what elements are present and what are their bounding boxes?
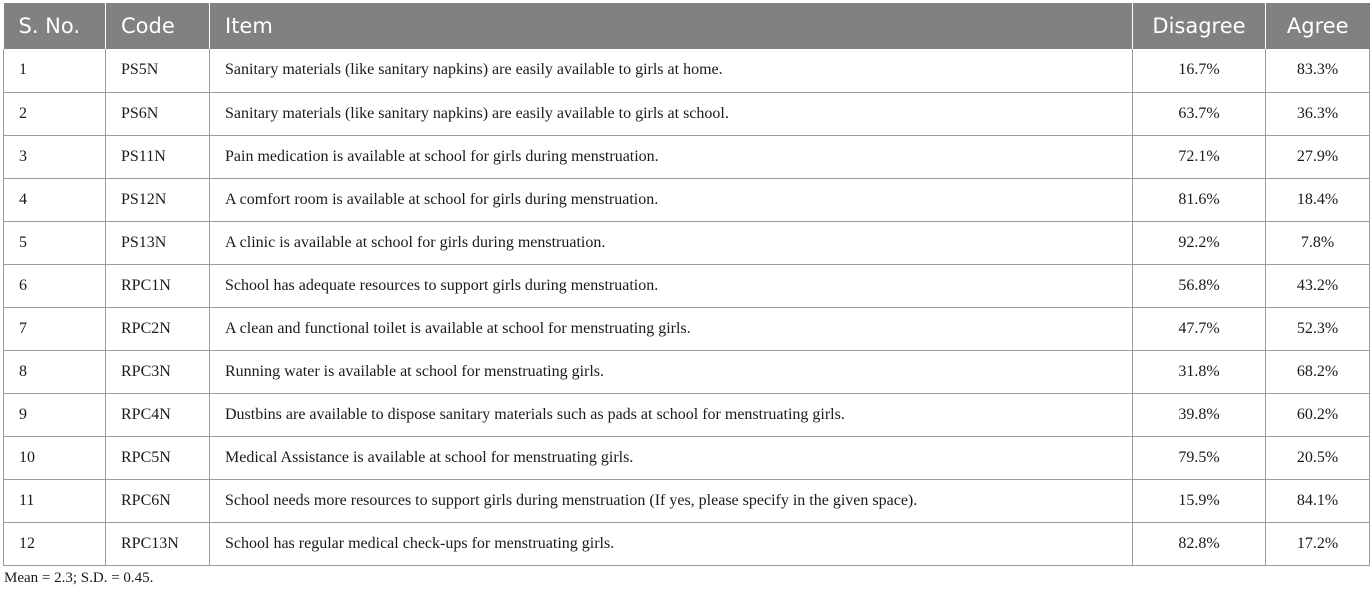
header-agree: Agree	[1266, 3, 1370, 49]
cell-disagree: 82.8%	[1133, 522, 1266, 565]
cell-code: RPC13N	[106, 522, 210, 565]
cell-agree: 60.2%	[1266, 393, 1370, 436]
cell-sno: 2	[4, 92, 106, 135]
cell-disagree: 39.8%	[1133, 393, 1266, 436]
cell-sno: 3	[4, 135, 106, 178]
table-body	[4, 49, 1370, 565]
cell-item: School has regular medical check-ups for menstruating girls.	[210, 522, 1133, 565]
cell-agree: 36.3%	[1266, 92, 1370, 135]
table-row	[4, 350, 1370, 393]
cell-item: Sanitary materials (like sanitary napkins) are easily available to girls at school.	[210, 92, 1133, 135]
cell-code: PS12N	[106, 178, 210, 221]
cell-item: Medical Assistance is available at school for menstruating girls.	[210, 436, 1133, 479]
cell-disagree: 56.8%	[1133, 264, 1266, 307]
table-row	[4, 92, 1370, 135]
cell-sno: 10	[4, 436, 106, 479]
cell-disagree: 63.7%	[1133, 92, 1266, 135]
cell-agree: 68.2%	[1266, 350, 1370, 393]
cell-sno: 1	[4, 49, 106, 92]
cell-disagree: 47.7%	[1133, 307, 1266, 350]
cell-code: PS5N	[106, 49, 210, 92]
cell-agree: 52.3%	[1266, 307, 1370, 350]
table-row	[4, 436, 1370, 479]
table-header	[4, 3, 1370, 49]
table-row	[4, 393, 1370, 436]
cell-sno: 5	[4, 221, 106, 264]
cell-code: RPC4N	[106, 393, 210, 436]
cell-agree: 20.5%	[1266, 436, 1370, 479]
cell-sno: 8	[4, 350, 106, 393]
cell-item: School has adequate resources to support girls during menstruation.	[210, 264, 1133, 307]
cell-code: RPC2N	[106, 307, 210, 350]
cell-sno: 6	[4, 264, 106, 307]
table-row	[4, 221, 1370, 264]
cell-agree: 17.2%	[1266, 522, 1370, 565]
cell-disagree: 16.7%	[1133, 49, 1266, 92]
header-code: Code	[106, 3, 210, 49]
header-sno: S. No.	[4, 3, 106, 49]
cell-agree: 18.4%	[1266, 178, 1370, 221]
table-row	[4, 264, 1370, 307]
cell-code: RPC5N	[106, 436, 210, 479]
cell-disagree: 92.2%	[1133, 221, 1266, 264]
cell-sno: 11	[4, 479, 106, 522]
cell-agree: 27.9%	[1266, 135, 1370, 178]
cell-disagree: 31.8%	[1133, 350, 1266, 393]
cell-disagree: 15.9%	[1133, 479, 1266, 522]
table-row	[4, 135, 1370, 178]
cell-agree: 83.3%	[1266, 49, 1370, 92]
cell-code: RPC1N	[106, 264, 210, 307]
cell-code: PS6N	[106, 92, 210, 135]
table-row	[4, 307, 1370, 350]
cell-agree: 43.2%	[1266, 264, 1370, 307]
cell-agree: 84.1%	[1266, 479, 1370, 522]
cell-sno: 12	[4, 522, 106, 565]
cell-item: A clean and functional toilet is available at school for menstruating girls.	[210, 307, 1133, 350]
table-row	[4, 178, 1370, 221]
cell-disagree: 79.5%	[1133, 436, 1266, 479]
cell-disagree: 72.1%	[1133, 135, 1266, 178]
cell-agree: 7.8%	[1266, 221, 1370, 264]
survey-table	[3, 3, 1370, 566]
table-row	[4, 479, 1370, 522]
header-disagree: Disagree	[1133, 3, 1266, 49]
cell-item: Dustbins are available to dispose sanitary materials such as pads at school for menstruating girls.	[210, 393, 1133, 436]
table-footnote: Mean = 2.3; S.D. = 0.45.	[4, 570, 154, 586]
cell-sno: 4	[4, 178, 106, 221]
cell-disagree: 81.6%	[1133, 178, 1266, 221]
table-row	[4, 522, 1370, 565]
cell-item: A comfort room is available at school for girls during menstruation.	[210, 178, 1133, 221]
cell-item: A clinic is available at school for girls during menstruation.	[210, 221, 1133, 264]
cell-item: Running water is available at school for menstruating girls.	[210, 350, 1133, 393]
header-item: Item	[210, 3, 1133, 49]
header-row	[4, 3, 1370, 49]
cell-code: PS13N	[106, 221, 210, 264]
cell-item: School needs more resources to support girls during menstruation (If yes, please specify in the given space).	[210, 479, 1133, 522]
cell-item: Pain medication is available at school for girls during menstruation.	[210, 135, 1133, 178]
cell-code: RPC3N	[106, 350, 210, 393]
table-row	[4, 49, 1370, 92]
cell-item: Sanitary materials (like sanitary napkins) are easily available to girls at home.	[210, 49, 1133, 92]
cell-sno: 7	[4, 307, 106, 350]
cell-code: RPC6N	[106, 479, 210, 522]
cell-sno: 9	[4, 393, 106, 436]
cell-code: PS11N	[106, 135, 210, 178]
